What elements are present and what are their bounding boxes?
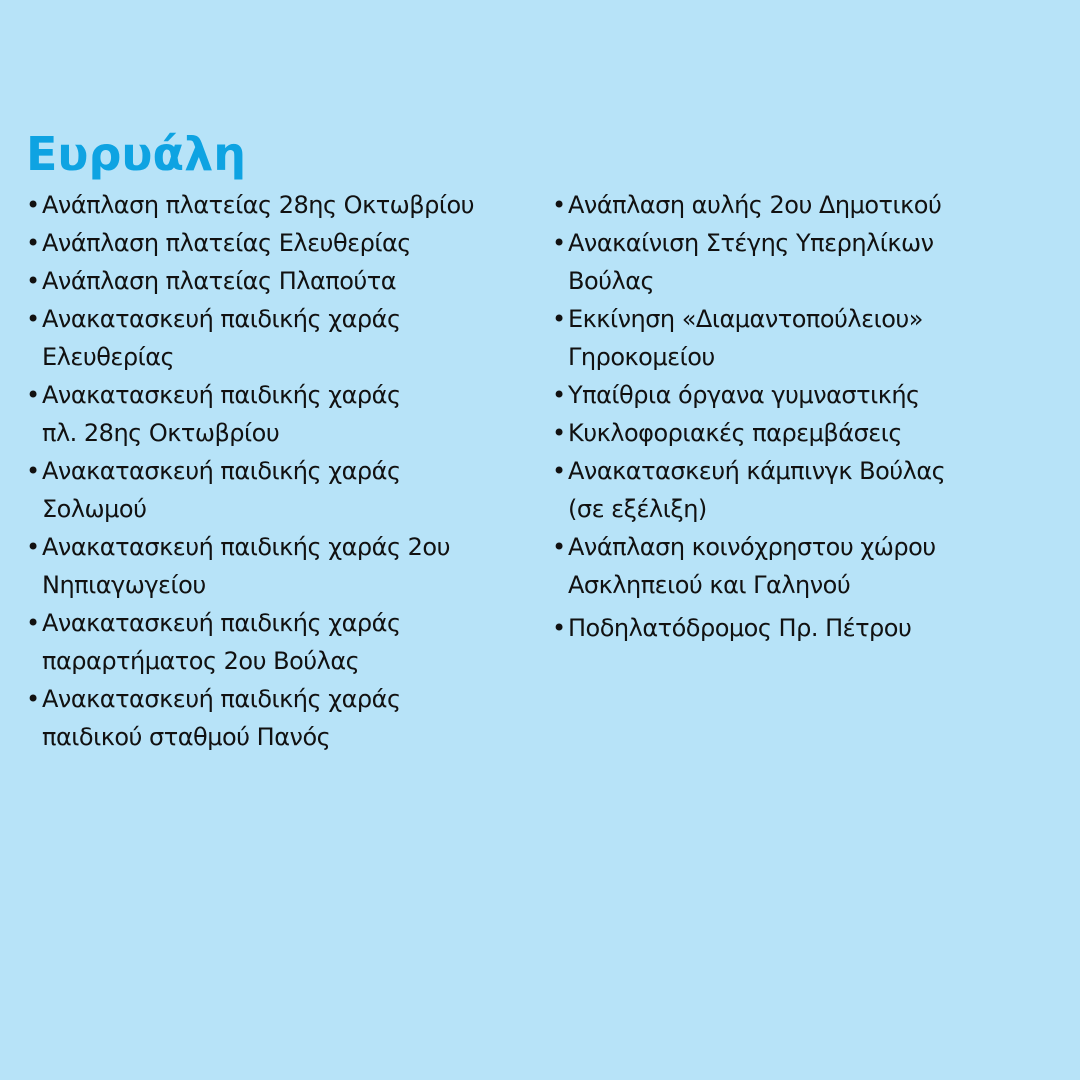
list-item-text: Υπαίθρια όργανα γυμναστικής (568, 381, 920, 409)
list-item-text: Ανάπλαση πλατείας Πλαπούτα (42, 267, 397, 295)
bullet-marker: • (26, 457, 40, 485)
list-item-text: Ανάπλαση κοινόχρηστου χώρου (568, 533, 936, 561)
list-item-text: Ασκληπειού και Γαληνού (568, 571, 851, 599)
list-item (26, 262, 532, 300)
list-item (26, 452, 532, 528)
bullet-marker: • (26, 229, 40, 257)
bullet-marker: • (552, 419, 566, 447)
list-item (26, 528, 532, 604)
bullet-marker: • (552, 533, 566, 561)
bullet-marker: • (26, 267, 40, 295)
list-item-text: Ανακατασκευή παιδικής χαράς 2ου (42, 533, 450, 561)
list-item (26, 186, 532, 224)
list-item (552, 224, 1056, 300)
list-item (552, 528, 1056, 604)
list-item (552, 376, 1056, 414)
bullet-marker: • (26, 381, 40, 409)
list-item (26, 300, 532, 376)
list-item (552, 609, 1056, 647)
list-item-text: Εκκίνηση «Διαμαντοπούλειου» (568, 305, 923, 333)
list-item-text: Ανακατασκευή παιδικής χαράς (42, 305, 401, 333)
list-item (26, 376, 532, 452)
bullet-marker: • (552, 191, 566, 219)
list-item (26, 224, 532, 262)
list-item-text: παραρτήματος 2ου Βούλας (42, 647, 360, 675)
list-item (552, 300, 1056, 376)
list-item-text: Ανακαίνιση Στέγης Υπερηλίκων (568, 229, 934, 257)
list-item-text: Ανάπλαση πλατείας 28ης Οκτωβρίου (42, 191, 475, 219)
list-item-text: Σολωμού (42, 495, 147, 523)
bullet-marker: • (26, 533, 40, 561)
bullet-marker: • (26, 191, 40, 219)
list-item (552, 186, 1056, 224)
bullet-marker: • (26, 685, 40, 713)
list-item-text: Ανακατασκευή κάμπινγκ Βούλας (568, 457, 946, 485)
list-item-text: Νηπιαγωγείου (42, 571, 206, 599)
list-item-text: Ανακατασκευή παιδικής χαράς (42, 457, 401, 485)
list-item-text: Ανακατασκευή παιδικής χαράς (42, 609, 401, 637)
page-title: Ευρυάλη (26, 127, 246, 181)
list-item-text: πλ. 28ης Οκτωβρίου (42, 419, 280, 447)
list-item-text: Ανάπλαση αυλής 2ου Δημοτικού (568, 191, 942, 219)
bullet-marker: • (26, 609, 40, 637)
list-item-text: Ποδηλατόδρομος Πρ. Πέτρου (568, 614, 912, 642)
list-item-text: Βούλας (568, 267, 655, 295)
list-item (26, 680, 532, 756)
list-item-text: Ανακατασκευή παιδικής χαράς (42, 685, 401, 713)
left-project-list (26, 186, 532, 756)
list-item-text: Ανακατασκευή παιδικής χαράς (42, 381, 401, 409)
list-item-text: (σε εξέλιξη) (568, 495, 707, 523)
bullet-marker: • (552, 614, 566, 642)
right-project-list (552, 186, 1056, 647)
bullet-marker: • (552, 229, 566, 257)
list-item (26, 604, 532, 680)
list-item-text: Κυκλοφοριακές παρεμβάσεις (568, 419, 902, 447)
bullet-marker: • (552, 381, 566, 409)
list-item-text: παιδικού σταθμού Πανός (42, 723, 331, 751)
bullet-marker: • (552, 457, 566, 485)
bullet-marker: • (26, 305, 40, 333)
list-item (552, 452, 1056, 528)
list-item-text: Γηροκομείου (568, 343, 715, 371)
list-item-text: Ανάπλαση πλατείας Ελευθερίας (42, 229, 411, 257)
list-item-text: Ελευθερίας (42, 343, 175, 371)
list-item (552, 414, 1056, 452)
bullet-marker: • (552, 305, 566, 333)
